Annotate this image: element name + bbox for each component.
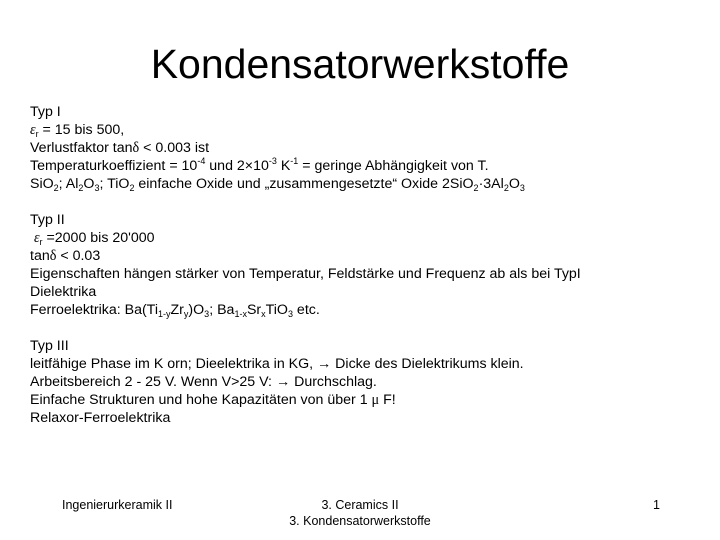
typ2-ferroelectrics: [30, 301, 710, 319]
typ1-heading: Typ I: [30, 104, 61, 120]
delta-symbol: δ: [49, 248, 57, 264]
spacer: [30, 319, 710, 337]
typ2-properties: Eigenschaften hängen stärker von Temperatur, Feldstärke und Frequenz ab als bei TypI: [30, 266, 581, 282]
formula-subscript: x: [261, 309, 266, 319]
tk-text: und 2: [205, 158, 245, 174]
loss-value: < 0.003 ist: [139, 140, 210, 156]
typ2-loss: [30, 247, 710, 265]
mu-symbol: μ: [371, 392, 380, 408]
formula-subscript: y: [183, 309, 189, 319]
formula-subscript: 1-x: [234, 309, 247, 319]
typ2-dielektrika: Dielektrika: [30, 284, 97, 300]
footer-chapter: [260, 497, 460, 529]
formula-text: Ferroelektrika: Ba(Ti: [30, 302, 158, 318]
spacer: [30, 193, 710, 211]
formula-subscript: 3: [287, 309, 293, 319]
typ3-relaxor: Relaxor-Ferroelektrika: [30, 410, 171, 426]
formula-text: O: [508, 176, 520, 192]
permittivity-value: = 15 bis 500,: [38, 122, 125, 138]
epsilon-subscript: r: [39, 237, 43, 247]
formula-text: ; Ba: [209, 302, 235, 318]
loss-label: Verlustfaktor tan: [30, 140, 133, 156]
footer-course: Ingenierurkeramik II: [62, 498, 173, 512]
range-text: Durchschlag.: [290, 374, 377, 390]
tk-text: 10: [253, 158, 269, 174]
formula-text: ; Al: [58, 176, 79, 192]
typ2-heading: Typ II: [30, 212, 65, 228]
epsilon-symbol: ε: [30, 122, 36, 138]
formula-text: )O: [188, 302, 205, 318]
phase-text: leitfähige Phase im K orn; Dieelektrika in KG,: [30, 356, 318, 372]
formula-subscript: 2: [473, 183, 479, 193]
typ2-permittivity: [30, 229, 710, 247]
typ3-working-range: [30, 373, 710, 391]
formula-dot: ·: [478, 176, 484, 192]
epsilon-subscript: r: [35, 129, 39, 139]
formula-text: SiO: [30, 176, 54, 192]
tk-exponent: -1: [290, 156, 299, 166]
slide-title: Kondensatorwerkstoffe: [150, 41, 570, 87]
typ1-temperature-coefficient: [30, 157, 710, 175]
formula-subscript: 3: [94, 183, 100, 193]
page-number: 1: [653, 498, 660, 512]
footer-chapter-line2: 3. Kondensatorwerkstoffe: [289, 514, 431, 528]
formula-text: ; TiO: [99, 176, 130, 192]
times-symbol: ×: [244, 158, 254, 174]
formula-text: etc.: [292, 302, 320, 318]
tk-exponent: -4: [197, 156, 206, 166]
formula-subscript: 3: [519, 183, 525, 193]
formula-subscript: 1-y: [157, 309, 171, 319]
loss-value: < 0.03: [56, 248, 101, 264]
formula-subscript: 2: [78, 183, 84, 193]
tk-text: = geringe Abhängigkeit von T.: [298, 158, 489, 174]
arrow-icon: →: [275, 374, 291, 390]
formula-text: 3Al: [483, 176, 504, 192]
formula-subscript: 3: [204, 309, 210, 319]
tk-exponent: -3: [268, 156, 277, 166]
capacitance-text: F!: [379, 392, 396, 408]
typ3-capacitance: [30, 391, 710, 409]
formula-text: TiO: [265, 302, 288, 318]
typ1-oxides: [30, 175, 710, 193]
phase-text: Dicke des Dielektrikums klein.: [331, 356, 524, 372]
formula-subscript: 2: [503, 183, 509, 193]
tan-label: tan: [30, 248, 50, 264]
formula-subscript: 2: [53, 183, 59, 193]
tk-label: Temperaturkoeffizient = 10: [30, 158, 198, 174]
formula-text: Sr: [246, 302, 262, 318]
formula-text: Zr: [170, 302, 184, 318]
delta-symbol: δ: [132, 140, 140, 156]
formula-text: O: [83, 176, 95, 192]
permittivity-value: =2000 bis 20'000: [42, 230, 155, 246]
tk-text: K: [276, 158, 291, 174]
footer-chapter-line1: 3. Ceramics II: [321, 498, 399, 512]
typ1-loss-factor: [30, 139, 710, 157]
slide-body: [30, 103, 710, 427]
formula-text: einfache Oxide und „zusammengesetzte“ Oxide 2SiO: [134, 176, 474, 192]
typ1-permittivity: [30, 121, 710, 139]
range-text: Arbeitsbereich 2 - 25 V. Wenn V>25 V:: [30, 374, 276, 390]
typ3-phase: [30, 355, 710, 373]
capacitance-text: Einfache Strukturen und hohe Kapazitäten von über 1: [30, 392, 372, 408]
typ3-heading: Typ III: [30, 338, 69, 354]
arrow-icon: →: [317, 356, 332, 372]
epsilon-symbol: ε: [33, 230, 40, 246]
formula-subscript: 2: [129, 183, 135, 193]
